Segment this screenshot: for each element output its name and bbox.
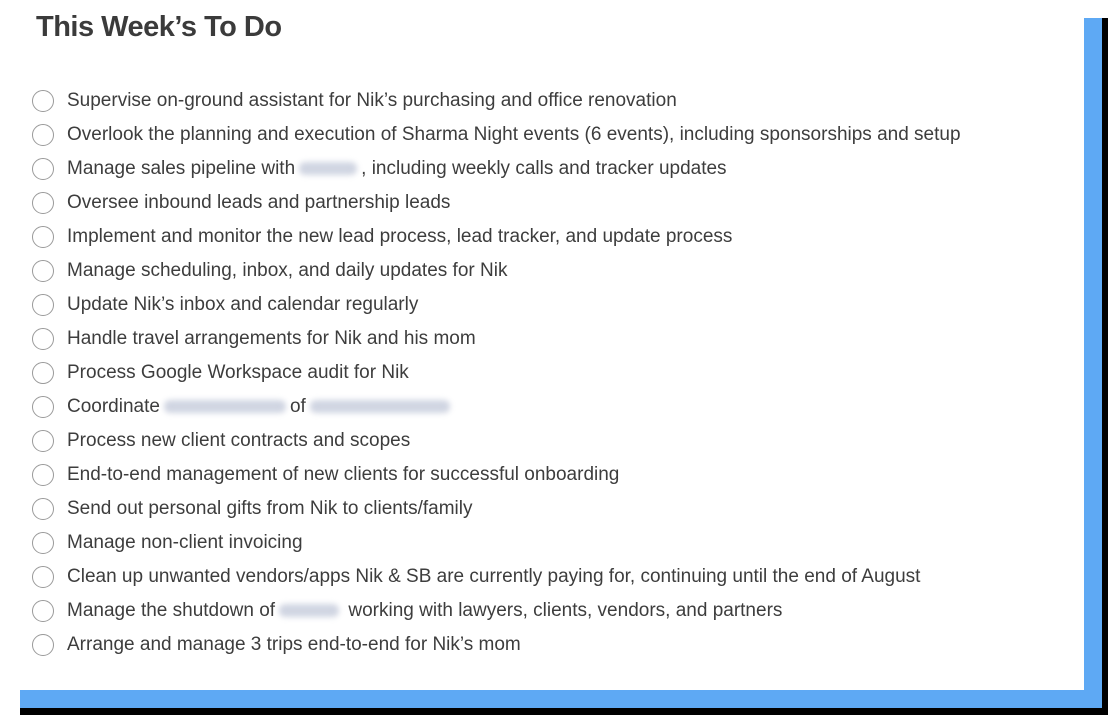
checkbox-circle[interactable] [32,430,54,452]
checkbox-circle[interactable] [32,226,54,248]
checkbox-circle[interactable] [32,396,54,418]
todo-item [32,458,961,492]
todo-text: Send out personal gifts from Nik to clients/family [67,498,473,519]
todo-item [32,220,961,254]
todo-item [32,492,961,526]
todo-item [32,254,961,288]
todo-item [32,628,961,662]
checkbox-circle[interactable] [32,124,54,146]
checkbox-circle[interactable] [32,600,54,622]
todo-text: Manage non-client invoicing [67,532,303,553]
checkbox-circle[interactable] [32,260,54,282]
checkbox-circle[interactable] [32,566,54,588]
checkbox-circle[interactable] [32,90,54,112]
todo-item [32,356,961,390]
todo-text: Supervise on-ground assistant for Nik’s purchasing and office renovation [67,90,677,111]
page-title: This Week’s To Do [36,11,282,43]
todo-text-part: of [289,396,306,417]
todo-text: Arrange and manage 3 trips end-to-end for Nik’s mom [67,634,521,655]
todo-item [32,322,961,356]
redacted-text [299,162,357,175]
checkbox-circle[interactable] [32,464,54,486]
todo-text [67,396,454,418]
todo-text: Process Google Workspace audit for Nik [67,362,409,383]
todo-text [67,600,782,622]
todo-text: End-to-end management of new clients for successful onboarding [67,464,620,485]
checkbox-circle[interactable] [32,498,54,520]
todo-item [32,152,961,186]
todo-item [32,84,961,118]
todo-item [32,390,961,424]
todo-item [32,560,961,594]
checkbox-circle[interactable] [32,192,54,214]
todo-text: Oversee inbound leads and partnership leads [67,192,451,213]
redacted-text [310,400,450,413]
todo-text-part: Manage sales pipeline with [67,158,296,179]
todo-text: Clean up unwanted vendors/apps Nik & SB are currently paying for, continuing until the end of August [67,566,921,587]
todo-text: Update Nik’s inbox and calendar regularly [67,294,419,315]
todo-text-part: , including weekly calls and tracker updates [361,158,727,179]
todo-text-part: Manage the shutdown of [67,600,276,621]
todo-item [32,526,961,560]
todo-text: Implement and monitor the new lead process, lead tracker, and update process [67,226,733,247]
todo-item [32,424,961,458]
todo-text-part: Coordinate [67,396,160,417]
todo-text: Manage scheduling, inbox, and daily updates for Nik [67,260,508,281]
todo-item [32,118,961,152]
redacted-text [279,604,339,617]
todo-text [67,158,727,180]
checkbox-circle[interactable] [32,158,54,180]
todo-item [32,186,961,220]
checkbox-circle[interactable] [32,328,54,350]
todo-text: Handle travel arrangements for Nik and his mom [67,328,476,349]
redacted-text [164,400,286,413]
todo-text: Process new client contracts and scopes [67,430,411,451]
todo-item [32,594,961,628]
todo-text: Overlook the planning and execution of Sharma Night events (6 events), including sponsorships and setup [67,124,961,145]
checkbox-circle[interactable] [32,634,54,656]
checkbox-circle[interactable] [32,294,54,316]
checkbox-circle[interactable] [32,362,54,384]
checkbox-circle[interactable] [32,532,54,554]
todo-text-part: working with lawyers, clients, vendors, and partners [343,600,783,621]
todo-item [32,288,961,322]
todo-list [32,84,961,662]
